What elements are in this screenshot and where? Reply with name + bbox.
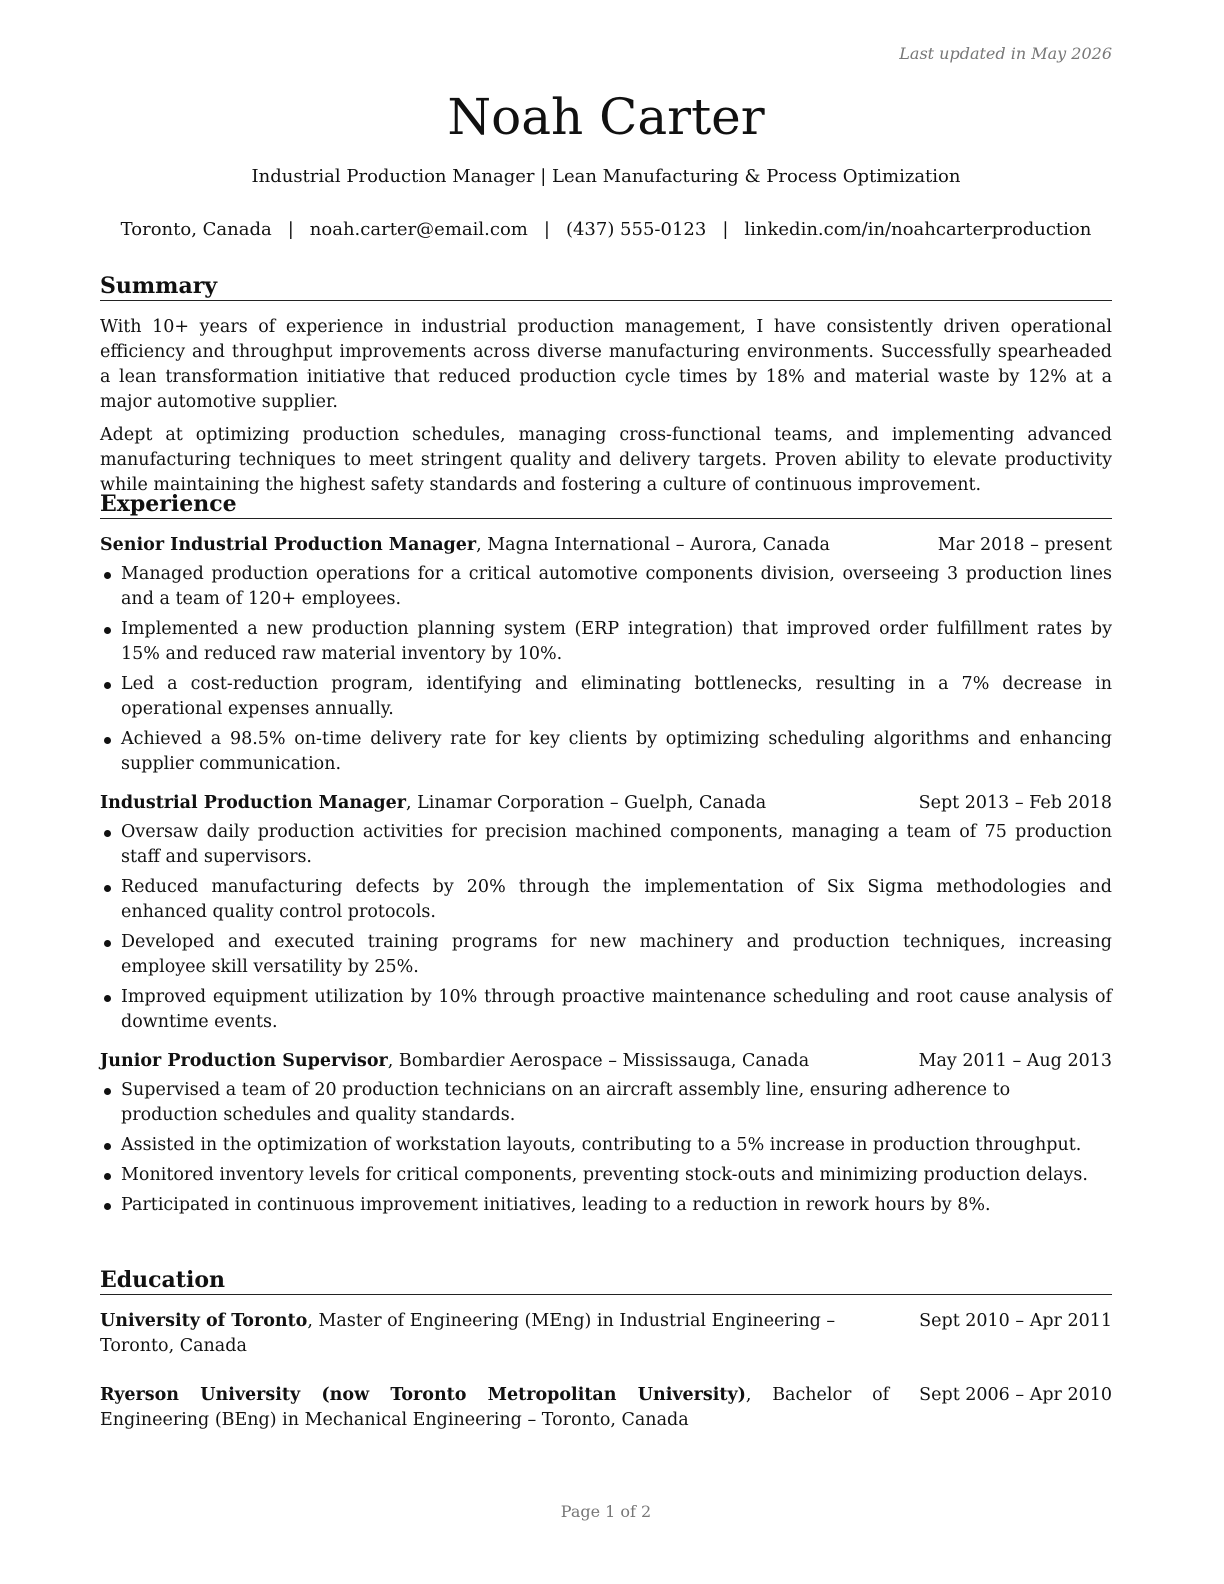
bullet-dot-icon	[104, 682, 111, 689]
job-header	[100, 1049, 1112, 1074]
education-entry	[100, 1383, 1112, 1433]
education-entry	[100, 1309, 1112, 1359]
education-dates: Sept 2006 – Apr 2010	[919, 1385, 1112, 1405]
page-number: Page 1 of 2	[560, 1502, 652, 1521]
bullet-item	[100, 1163, 1112, 1188]
education-school: Ryerson University (now Toronto Metropolitan University)	[100, 1385, 746, 1405]
candidate-name: Noah Carter	[447, 88, 765, 146]
section-title-summary: Summary	[100, 272, 1112, 301]
job-role: Senior Industrial Production Manager	[100, 535, 477, 555]
job-entry	[100, 1049, 1112, 1218]
bullet-dot-icon	[104, 572, 111, 579]
education-section	[100, 1266, 1112, 1433]
bullet-text: Improved equipment utilization by 10% through proactive maintenance scheduling and root cause analysis of downtime events.	[121, 987, 1112, 1032]
bullet-dot-icon	[104, 885, 111, 892]
summary-section	[100, 272, 1112, 498]
bullet-item	[100, 1133, 1112, 1158]
summary-paragraph: With 10+ years of experience in industrial production management, I have consistently driven operational efficiency and throughput improvements across diverse manufacturing environments. Successfully spearheaded a lean transformation initiative that reduced production cycle times by 18% and material waste by 12% at a major automotive supplier.	[100, 317, 1112, 412]
education-detail: , Bachelor of Engineering (BEng) in Mechanical Engineering – Toronto, Canada	[100, 1385, 890, 1430]
bullet-item	[100, 562, 1112, 612]
bullet-text: Led a cost-reduction program, identifying and eliminating bottlenecks, resulting in a 7% decrease in operational expenses annually.	[121, 674, 1112, 719]
bullet-item	[100, 985, 1112, 1035]
education-dates: Sept 2010 – Apr 2011	[919, 1311, 1112, 1331]
job-organization: , Magna International – Aurora, Canada	[476, 535, 830, 555]
bullet-dot-icon	[104, 1143, 111, 1150]
bullet-dot-icon	[104, 1088, 111, 1095]
job-role: Industrial Production Manager	[100, 793, 407, 813]
contact-linkedin[interactable]: linkedin.com/in/noahcarterproduction	[744, 219, 1092, 240]
bullet-item	[100, 820, 1112, 870]
bullet-item	[100, 727, 1112, 777]
contact-line	[80, 219, 1132, 240]
section-title-experience: Experience	[100, 490, 1112, 519]
job-entry	[100, 791, 1112, 1035]
contact-separator: |	[543, 219, 550, 240]
bullet-dot-icon	[104, 1203, 111, 1210]
bullet-text: Oversaw daily production activities for precision machined components, managing a team of 75 production staff and supervisors.	[121, 822, 1112, 867]
experience-section	[100, 490, 1112, 1223]
job-bullets	[100, 820, 1112, 1035]
bullet-text: Managed production operations for a critical automotive components division, overseeing 3 production lines and a team of 120+ employees.	[121, 564, 1112, 609]
job-role: Junior Production Supervisor	[100, 1051, 388, 1071]
resume-page	[100, 0, 1112, 1584]
contact-location: Toronto, Canada	[120, 219, 272, 240]
contact-email[interactable]: noah.carter@email.com	[309, 219, 528, 240]
bullet-dot-icon	[104, 737, 111, 744]
bullet-dot-icon	[104, 940, 111, 947]
job-organization: , Linamar Corporation – Guelph, Canada	[406, 793, 767, 813]
bullet-dot-icon	[104, 830, 111, 837]
job-dates: Mar 2018 – present	[937, 535, 1112, 555]
candidate-headline: Industrial Production Manager | Lean Manufacturing & Process Optimization	[251, 166, 961, 187]
job-header	[100, 533, 1112, 558]
job-entry	[100, 533, 1112, 777]
bullet-text: Achieved a 98.5% on-time delivery rate for key clients by optimizing scheduling algorithms and enhancing supplier communication.	[121, 729, 1112, 774]
bullet-text: Assisted in the optimization of workstation layouts, contributing to a 5% increase in production throughput.	[121, 1135, 1082, 1155]
bullet-dot-icon	[104, 995, 111, 1002]
bullet-item	[100, 672, 1112, 722]
section-title-education: Education	[100, 1266, 1112, 1295]
bullet-item	[100, 875, 1112, 925]
job-dates: May 2011 – Aug 2013	[918, 1051, 1112, 1071]
contact-phone[interactable]: (437) 555-0123	[565, 219, 707, 240]
bullet-text: Reduced manufacturing defects by 20% through the implementation of Six Sigma methodologies and enhanced quality control protocols.	[121, 877, 1112, 922]
job-bullets	[100, 1078, 1112, 1218]
bullet-item	[100, 617, 1112, 667]
education-detail: , Master of Engineering (MEng) in Industrial Engineering – Toronto, Canada	[100, 1311, 836, 1356]
bullet-text: Participated in continuous improvement initiatives, leading to a reduction in rework hours by 8%.	[121, 1195, 991, 1215]
job-bullets	[100, 562, 1112, 777]
contact-separator: |	[722, 219, 729, 240]
summary-paragraph: Adept at optimizing production schedules, managing cross-functional teams, and implementing advanced manufacturing techniques to meet stringent quality and delivery targets. Proven ability to elevate productivity while maintaining the highest safety standards and fostering a culture of continuous improvement.	[100, 425, 1112, 495]
bullet-dot-icon	[104, 1173, 111, 1180]
bullet-text: Developed and executed training programs for new machinery and production techniques, increasing employee skill versatility by 25%.	[121, 932, 1112, 977]
job-header	[100, 791, 1112, 816]
job-dates: Sept 2013 – Feb 2018	[918, 793, 1112, 813]
bullet-dot-icon	[104, 627, 111, 634]
education-school: University of Toronto	[100, 1311, 308, 1331]
bullet-text: Implemented a new production planning system (ERP integration) that improved order fulfillment rates by 15% and reduced raw material inventory by 10%.	[121, 619, 1112, 664]
bullet-item	[100, 930, 1112, 980]
job-organization: , Bombardier Aerospace – Mississauga, Canada	[387, 1051, 810, 1071]
last-updated-note: Last updated in May 2026	[899, 44, 1112, 63]
bullet-item	[100, 1078, 1112, 1128]
contact-separator: |	[287, 219, 294, 240]
bullet-text: Supervised a team of 20 production technicians on an aircraft assembly line, ensuring adherence to production schedules and quality standards.	[121, 1080, 1011, 1125]
bullet-item	[100, 1193, 1112, 1218]
bullet-text: Monitored inventory levels for critical components, preventing stock-outs and minimizing production delays.	[121, 1165, 1088, 1185]
